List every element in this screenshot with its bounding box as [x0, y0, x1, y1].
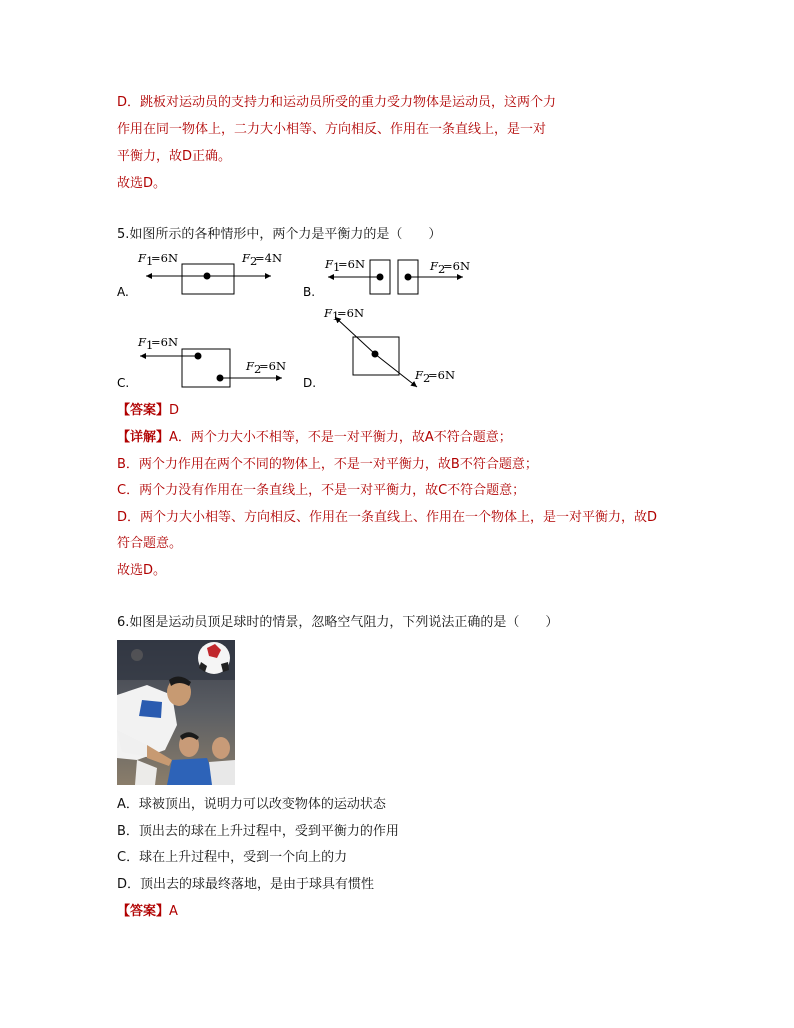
q5-a-f1-value: =6N: [151, 251, 179, 265]
q5-a-f2-symbol: F: [242, 251, 250, 265]
prev-answer-line-3: 平衡力，故D正确。: [117, 149, 232, 164]
q5-d-f2-symbol: F: [415, 368, 423, 382]
q5-c-f1-symbol: F: [138, 335, 146, 349]
q5-option-a-label: A.: [117, 285, 129, 299]
q6-answer-row: [117, 903, 178, 921]
q5-detail-a-row: [117, 429, 512, 447]
q5-detail-tag: 【详解】: [117, 430, 170, 445]
q5-option-d-diagram: [320, 305, 480, 391]
q5-a-f1-sub: 1: [146, 254, 154, 268]
q5-a-f2-value: =4N: [255, 251, 283, 265]
prev-answer-conclusion: 故选D。: [117, 176, 167, 191]
q5-b-f2-symbol: F: [430, 259, 438, 273]
q5-detail-c: C．两个力没有作用在一条直线上，不是一对平衡力，故C不符合题意；: [117, 483, 526, 498]
prev-answer-line-1: D．跳板对运动员的支持力和运动员所受的重力受力物体是运动员，这两个力: [117, 95, 557, 110]
q5-detail-d-line-1: D．两个力大小相等、方向相反、作用在一条直线上、作用在一个物体上，是一对平衡力，故D: [117, 510, 658, 525]
q5-option-b-diagram: [320, 250, 480, 298]
q5-option-d-label: D.: [303, 376, 317, 390]
q5-c-f2-sub: 2: [254, 362, 262, 376]
prev-answer-line-2: 作用在同一物体上，二力大小相等、方向相反、作用在一条直线上，是一对: [117, 122, 547, 137]
q5-option-c-label: C.: [117, 376, 130, 390]
q6-option-d: D．顶出去的球最终落地，是由于球具有惯性: [117, 877, 375, 892]
q5-stem: 5.如图所示的各种情形中，两个力是平衡力的是（ ）: [117, 227, 442, 242]
q6-answer-tag: 【答案】: [117, 904, 170, 919]
q5-b-f1-value: =6N: [338, 257, 366, 271]
q5-d-f1-sub: 1: [332, 309, 340, 323]
q5-detail-a: A．两个力大小不相等，不是一对平衡力，故A不符合题意；: [169, 430, 512, 445]
q5-a-f1-symbol: F: [138, 251, 146, 265]
q5-d-f2-sub: 2: [423, 371, 431, 385]
soccer-header-photo: [117, 640, 235, 785]
q5-d-f2-value: =6N: [428, 368, 456, 382]
q5-detail-d-line-2: 符合题意。: [117, 536, 183, 551]
q5-d-f1-value: =6N: [337, 306, 365, 320]
q5-b-f2-value: =6N: [443, 259, 471, 273]
q5-option-a-diagram: [130, 248, 290, 298]
q5-c-f1-sub: 1: [146, 338, 154, 352]
q5-d-f1-symbol: F: [324, 306, 332, 320]
q5-answer-value: D: [169, 403, 180, 418]
q5-conclusion: 故选D。: [117, 563, 167, 578]
q5-c-f2-symbol: F: [246, 359, 254, 373]
q5-c-f2-value: =6N: [259, 359, 287, 373]
q6-option-a: A．球被顶出，说明力可以改变物体的运动状态: [117, 797, 386, 812]
q5-b-f1-symbol: F: [325, 257, 333, 271]
q5-detail-b: B．两个力作用在两个不同的物体上，不是一对平衡力，故B不符合题意；: [117, 457, 538, 472]
q5-answer-tag: 【答案】: [117, 403, 170, 418]
q6-option-c: C．球在上升过程中，受到一个向上的力: [117, 850, 348, 865]
q6-answer-value: A: [169, 904, 178, 919]
q6-stem: 6.如图是运动员顶足球时的情景，忽略空气阻力，下列说法正确的是（ ）: [117, 615, 559, 630]
q5-b-f2-sub: 2: [438, 262, 446, 276]
q5-answer-row: [117, 402, 179, 420]
q5-option-b-label: B.: [303, 285, 316, 299]
q6-option-b: B．顶出去的球在上升过程中，受到平衡力的作用: [117, 824, 399, 839]
q5-a-f2-sub: 2: [250, 254, 258, 268]
q5-c-f1-value: =6N: [151, 335, 179, 349]
q5-b-f1-sub: 1: [333, 260, 341, 274]
q5-option-c-diagram: [130, 333, 290, 393]
